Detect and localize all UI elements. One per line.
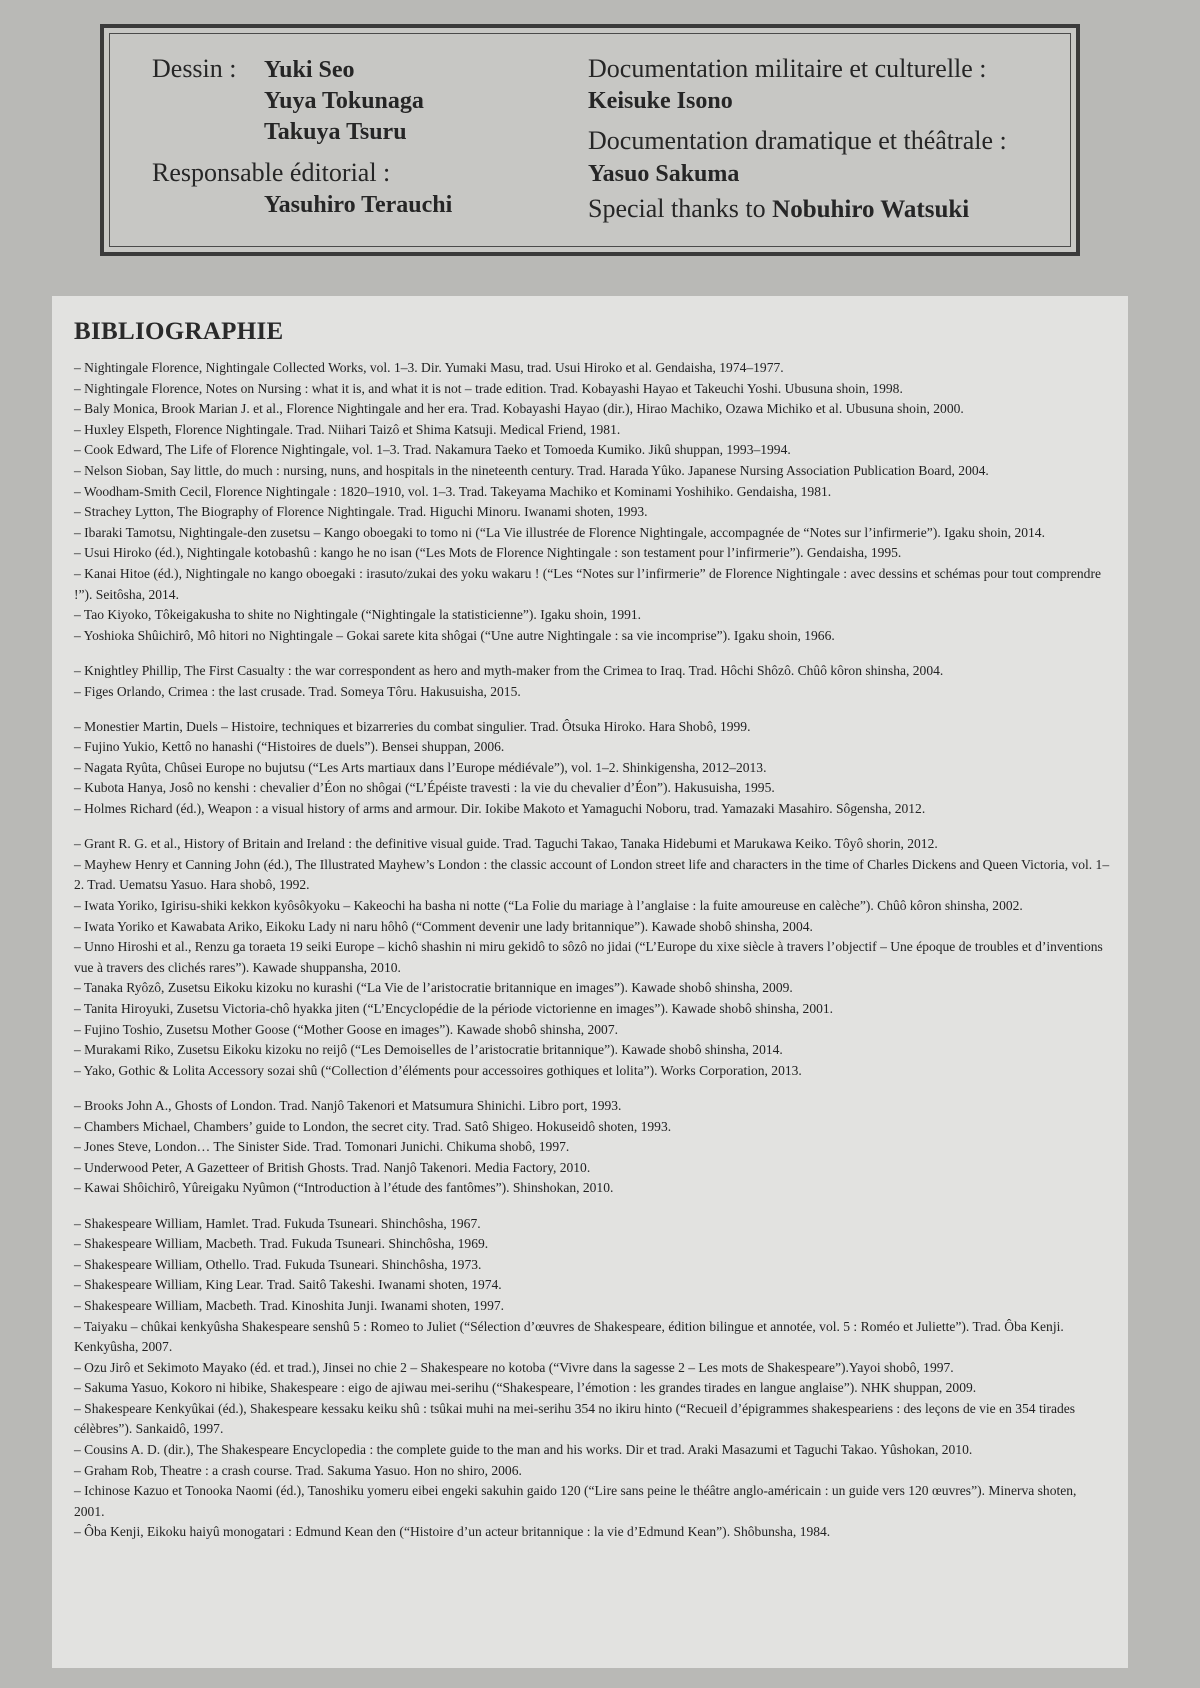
bibliography-entry: – Jones Steve, London… The Sinister Side. Trad. Tomonari Junichi. Chikuma shobô, 1997.: [74, 1139, 570, 1155]
bibliography-entry: – Cook Edward, The Life of Florence Nightingale, vol. 1–3. Trad. Nakamura Taeko et Tomoeda Kumiko. Jikû shuppan, 1993–1994.: [74, 442, 791, 458]
bibliography-entry: – Ichinose Kazuo et Tonooka Naomi (éd.), Tanoshiku yomeru eibei engeki sakuhin gaido 120 (“Lire sans peine le théâtre anglo-américain : un guide vers 120 œuvres”). Minerva shoten, 2001.: [74, 1483, 1077, 1519]
bibliography-entry: – Ozu Jirô et Sekimoto Mayako (éd. et trad.), Jinsei no chie 2 – Shakespeare no kotoba (“Vivre dans la sagesse 2 – Les mots de Shakespeare”).Yayoi shobô, 1997.: [74, 1359, 954, 1375]
bibliography-entry: – Fujino Yukio, Kettô no hanashi (“Histoires de duels”). Bensei shuppan, 2006.: [74, 739, 505, 755]
credits-box: [100, 24, 1080, 256]
bibliography-entry: – Taiyaku – chûkai kenkyûsha Shakespeare senshû 5 : Romeo to Juliet (“Sélection d’œuvres de Shakespeare, édition bilingue et annotée, vol. 5 : Roméo et Juliette”). Trad. Ôba Kenji. Kenkyûsha, 2007.: [74, 1318, 1064, 1355]
bibliography-panel: [52, 296, 1128, 1668]
bibliography-entry: – Nightingale Florence, Notes on Nursing : what it is, and what it is not – trade edition. Trad. Kobayashi Hayao et Takeuchi Yoshi. Ubusuna shoin, 1998.: [74, 380, 903, 396]
bibliography-entry: – Figes Orlando, Crimea : the last crusade. Trad. Someya Tôru. Hakusuisha, 2015.: [74, 683, 521, 699]
group-separator: [74, 1199, 1110, 1214]
bibliography-entry: – Monestier Martin, Duels – Histoire, techniques et bizarreries du combat singulier. Trad. Ôtsuka Hiroko. Hara Shobô, 1999.: [74, 718, 751, 734]
bibliography-title: BIBLIOGRAPHIE: [74, 318, 284, 345]
editor-label: Responsable éditorial :: [152, 158, 391, 187]
bibliography-entry: – Tanaka Ryôzô, Zusetsu Eikoku kizoku no kurashi (“La Vie de l’aristocratie britannique en images”). Kawade shobô shinsha, 2009.: [74, 980, 793, 996]
bibliography-entry: – Nelson Sioban, Say little, do much : nursing, nuns, and hospitals in the nineteenth century. Trad. Harada Yûko. Japanese Nursing Association Publication Board, 2004.: [74, 462, 989, 478]
bibliography-entry: – Sakuma Yasuo, Kokoro ni hibike, Shakespeare : eigo de ajiwau mei-serihu (“Shakespeare, l’émotion : les grandes tirades en langue anglaise”). NHK shuppan, 2009.: [74, 1380, 977, 1396]
dessin-label: Dessin :: [152, 54, 237, 83]
doc-dram-label: Documentation dramatique et théâtrale :: [588, 126, 1007, 155]
doc-dram-name: Yasuo Sakuma: [588, 161, 740, 187]
bibliography-entry: – Shakespeare Kenkyûkai (éd.), Shakespeare kessaku keiku shû : tsûkai muhi na mei-serihu 354 no ikiru hinto (“Recueil d’épigrammes shakespeariens : des leçons de vie en 354 tirades célèbres”). Sankaidô, 1997.: [74, 1400, 1076, 1437]
bibliography-entry: – Shakespeare William, Macbeth. Trad. Fukuda Tsuneari. Shinchôsha, 1969.: [74, 1236, 489, 1252]
bibliography-entry: – Chambers Michael, Chambers’ guide to London, the secret city. Trad. Satô Shigeo. Hokuseidô shoten, 1993.: [74, 1118, 672, 1134]
bibliography-entry: – Kawai Shôichirô, Yûreigaku Nyûmon (“Introduction à l’étude des fantômes”). Shinshokan, 2010.: [74, 1180, 614, 1196]
bibliography-entry: – Holmes Richard (éd.), Weapon : a visual history of arms and armour. Dir. Iokibe Makoto et Yamaguchi Noboru, trad. Yamazaki Masahiro. Sôgensha, 2012.: [74, 801, 926, 817]
bibliography-entry: – Kanai Hitoe (éd.), Nightingale no kango oboegaki : irasuto/zukai des yoku wakaru ! (“Les “Notes sur l’infirmerie” de Florence Nightingale : avec dessins et schémas pour tout comprendre !”). Seitôsha, 2014.: [74, 565, 1101, 602]
bibliography-entry: – Ôba Kenji, Eikoku haiyû monogatari : Edmund Kean den (“Histoire d’un acteur britannique : la vie d’Edmund Kean”). Shôbunsha, 1984.: [74, 1524, 831, 1540]
bibliography-entry: – Ibaraki Tamotsu, Nightingale-den zusetsu – Kango oboegaki to tomo ni (“La Vie illustrée de Florence Nightingale, accompagnée de “Notes sur l’infirmerie”). Igaku shoin, 2014.: [74, 524, 1045, 540]
group-separator: [74, 646, 1110, 661]
bibliography-entry: – Mayhew Henry et Canning John (éd.), The Illustrated Mayhew’s London : the classic account of London street life and characters in the time of Charles Dickens and Queen Victoria, vol. 1–2. Trad. Uematsu Yasuo. Hara shobô, 1992.: [74, 856, 1110, 893]
bibliography-entry: – Graham Rob, Theatre : a crash course. Trad. Sakuma Yasuo. Hon no shiro, 2006.: [74, 1462, 522, 1478]
bibliography-entry: – Fujino Toshio, Zusetsu Mother Goose (“Mother Goose en images”). Kawade shobô shinsha, 2007.: [74, 1021, 618, 1037]
thanks-name: Nobuhiro Watsuki: [772, 196, 970, 223]
editor-name: Yasuhiro Terauchi: [264, 192, 453, 218]
dessin-name-1: Yuki Seo: [264, 57, 355, 83]
bibliography-entry: – Kubota Hanya, Josô no kenshi : chevalier d’Éon no shôgai (“L’Épéiste travesti : la vie du chevalier d’Éon”). Hakusuisha, 1995.: [74, 780, 775, 796]
dessin-name-2: Yuya Tokunaga: [264, 88, 424, 114]
bibliography-entry: – Nagata Ryûta, Chûsei Europe no bujutsu (“Les Arts martiaux dans l’Europe médiévale”), vol. 1–2. Shinkigensha, 2012–2013.: [74, 759, 767, 775]
bibliography-entry: – Huxley Elspeth, Florence Nightingale. Trad. Niihari Taizô et Shima Katsuji. Medical Friend, 1981.: [74, 421, 621, 437]
bibliography-entry: – Murakami Riko, Zusetsu Eikoku kizoku no reijô (“Les Demoiselles de l’aristocratie britannique”). Kawade shobô shinsha, 2014.: [74, 1042, 783, 1058]
bibliography-entry: – Shakespeare William, Macbeth. Trad. Kinoshita Junji. Iwanami shoten, 1997.: [74, 1297, 505, 1313]
bibliography-entry: – Brooks John A., Ghosts of London. Trad. Nanjô Takenori et Matsumura Shinichi. Libro port, 1993.: [74, 1097, 622, 1113]
doc-mil-name: Keisuke Isono: [588, 88, 733, 114]
dessin-name-3: Takuya Tsuru: [264, 119, 407, 145]
bibliography-list: [74, 358, 1110, 1543]
bibliography-entry: – Unno Hiroshi et al., Renzu ga toraeta 19 seiki Europe – kichô shashin ni miru gekidô to sôzô no jidai (“L’Europe du xixe siècle à travers l’objectif – Une époque de troubles et d’inventions vue à travers des clichés rares”). Kawade shuppansha, 2010.: [74, 939, 1103, 975]
doc-mil-label: Documentation militaire et culturelle :: [588, 54, 987, 83]
group-separator: [74, 820, 1110, 835]
bibliography-entry: – Iwata Yoriko et Kawabata Ariko, Eikoku Lady ni naru hôhô (“Comment devenir une lady britannique”). Kawade shobô shinsha, 2004.: [74, 918, 813, 934]
bibliography-entry: – Iwata Yoriko, Igirisu-shiki kekkon kyôsôkyoku – Kakeochi ha basha ni notte (“La Folie du mariage à l’anglaise : la fuite amoureuse en calèche”). Chûô kôron shinsha, 2002.: [74, 898, 1023, 914]
bibliography-entry: – Shakespeare William, Othello. Trad. Fukuda Tsuneari. Shinchôsha, 1973.: [74, 1256, 482, 1272]
bibliography-entry: – Shakespeare William, Hamlet. Trad. Fukuda Tsuneari. Shinchôsha, 1967.: [74, 1215, 481, 1231]
bibliography-entry: – Knightley Phillip, The First Casualty : the war correspondent as hero and myth-maker from the Crimea to Iraq. Trad. Hôchi Shôzô. Chûô kôron shinsha, 2004.: [74, 662, 944, 678]
bibliography-entry: – Yako, Gothic & Lolita Accessory sozai shû (“Collection d’éléments pour accessoires gothiques et lolita”). Works Corporation, 2013.: [74, 1062, 802, 1078]
group-separator: [74, 702, 1110, 717]
bibliography-entry: – Grant R. G. et al., History of Britain and Ireland : the definitive visual guide. Trad. Taguchi Takao, Tanaka Hidebumi et Marukawa Keiko. Tôyô shorin, 2012.: [74, 836, 938, 852]
bibliography-entry: – Yoshioka Shûichirô, Mô hitori no Nightingale – Gokai sarete kita shôgai (“Une autre Nightingale : sa vie incomprise”). Igaku shoin, 1966.: [74, 627, 835, 643]
bibliography-entry: – Baly Monica, Brook Marian J. et al., Florence Nightingale and her era. Trad. Kobayashi Hayao (dir.), Hirao Machiko, Ozawa Michiko et al. Ubusuna shoin, 2000.: [74, 401, 964, 417]
bibliography-entry: – Strachey Lytton, The Biography of Florence Nightingale. Trad. Higuchi Minoru. Iwanami shoten, 1993.: [74, 504, 648, 520]
bibliography-entry: – Usui Hiroko (éd.), Nightingale kotobashû : kango he no isan (“Les Mots de Florence Nightingale : son testament pour l’infirmerie”). Gendaisha, 1995.: [74, 545, 902, 561]
bibliography-entry: – Nightingale Florence, Nightingale Collected Works, vol. 1–3. Dir. Yumaki Masu, trad. Usui Hiroko et al. Gendaisha, 1974–1977.: [74, 360, 784, 375]
thanks-label: Special thanks to: [588, 194, 766, 223]
bibliography-entry: – Woodham-Smith Cecil, Florence Nightingale : 1820–1910, vol. 1–3. Trad. Takeyama Machiko et Kominami Yoshihiko. Gendaisha, 1981.: [74, 483, 832, 499]
bibliography-entry: – Underwood Peter, A Gazetteer of British Ghosts. Trad. Nanjô Takenori. Media Factory, 2010.: [74, 1159, 591, 1175]
thanks-line: [588, 194, 969, 224]
bibliography-entry: – Tao Kiyoko, Tôkeigakusha to shite no Nightingale (“Nightingale la statisticienne”). Igaku shoin, 1991.: [74, 607, 642, 623]
group-separator: [74, 1081, 1110, 1096]
bibliography-entry: – Cousins A. D. (dir.), The Shakespeare Encyclopedia : the complete guide to the man and his works. Dir et trad. Araki Masazumi et Taguchi Takao. Yûshokan, 2010.: [74, 1442, 973, 1458]
bibliography-entry: – Tanita Hiroyuki, Zusetsu Victoria-chô hyakka jiten (“L’Encyclopédie de la période victorienne en images”). Kawade shobô shinsha, 2001.: [74, 1001, 834, 1016]
bibliography-entry: – Shakespeare William, King Lear. Trad. Saitô Takeshi. Iwanami shoten, 1974.: [74, 1277, 502, 1293]
